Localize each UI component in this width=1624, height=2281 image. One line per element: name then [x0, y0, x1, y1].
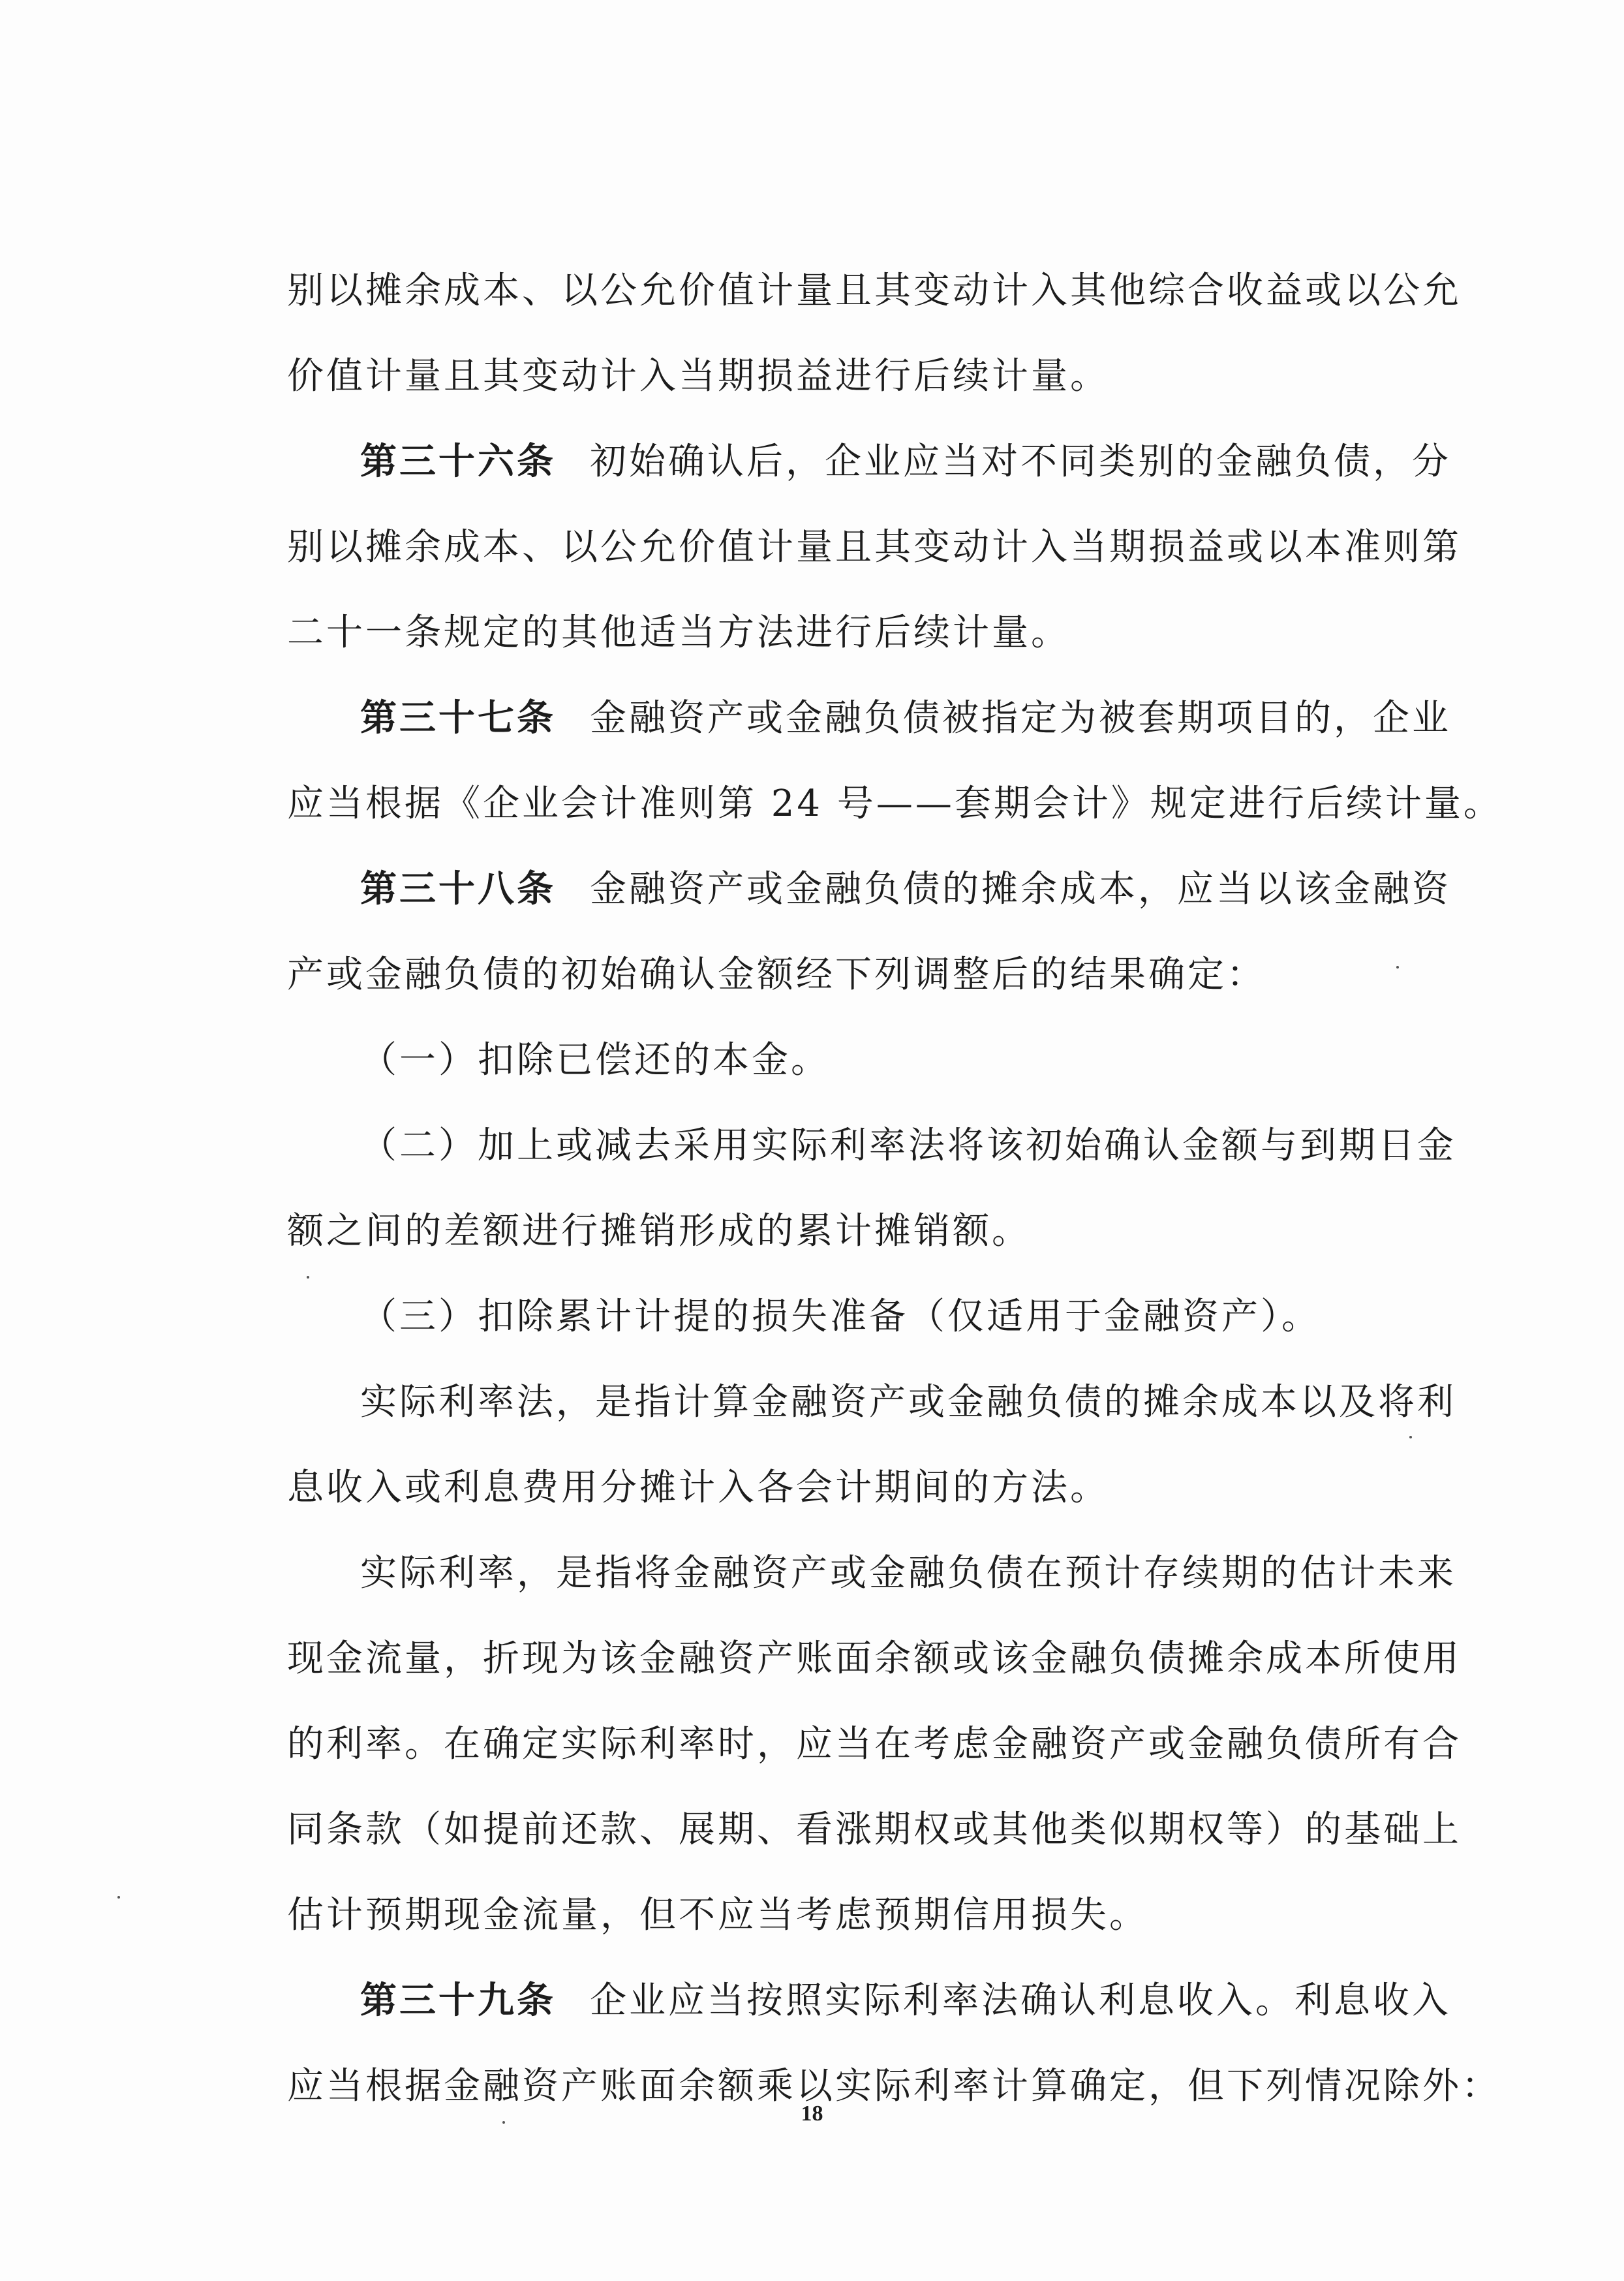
- scan-speck: [1409, 1436, 1412, 1438]
- text-line: 应当根据金融资产账面余额乘以实际利率计算确定，但下列情况除外：: [287, 2065, 1501, 2107]
- text-line: 别以摊余成本、以公允价值计量且其变动计入当期损益或以本准则第: [287, 526, 1462, 568]
- article-38-line: [287, 846, 1451, 932]
- list-item-2: （二）加上或减去采用实际利率法将该初始确认金额与到期日金: [360, 1125, 1456, 1167]
- article-36-label: 第三十六条: [360, 440, 556, 483]
- list-item-3: （三）扣除累计计提的损失准备（仅适用于金融资产）。: [360, 1296, 1321, 1338]
- text-line: 二十一条规定的其他适当方法进行后续计量。: [287, 612, 1070, 654]
- article-38-label: 第三十八条: [360, 867, 556, 910]
- article-36-line: [287, 419, 1451, 504]
- text-line: 的利率。在确定实际利率时，应当在考虑金融资产或金融负债所有合: [287, 1723, 1462, 1765]
- text-line: 同条款（如提前还款、展期、看涨期权或其他类似期权等）的基础上: [287, 1808, 1462, 1851]
- text-line: 应当根据《企业会计准则第 24 号——套期会计》规定进行后续计量。: [287, 783, 1503, 825]
- body-text: [287, 248, 1503, 2129]
- article-37-label: 第三十七条: [360, 696, 556, 739]
- article-37-text: 金融资产或金融负债被指定为被套期项目的，企业: [590, 697, 1451, 739]
- text-line: 估计预期现金流量，但不应当考虑预期信用损失。: [287, 1894, 1148, 1936]
- text-line: 别以摊余成本、以公允价值计量且其变动计入其他综合收益或以公允: [287, 270, 1462, 312]
- article-39-label: 第三十九条: [360, 1979, 556, 2022]
- page-number: 18: [801, 2102, 823, 2126]
- text-line: 现金流量，折现为该金融资产账面余额或该金融负债摊余成本所使用: [287, 1637, 1462, 1680]
- text-line: 产或金融负债的初始确认金额经下列调整后的结果确定：: [287, 954, 1266, 996]
- text-line: 息收入或利息费用分摊计入各会计期间的方法。: [287, 1466, 1109, 1509]
- scan-speck: [117, 1896, 120, 1899]
- definition-paragraph: 实际利率，是指将金融资产或金融负债在预计存续期的估计未来: [360, 1552, 1456, 1594]
- definition-paragraph: 实际利率法，是指计算金融资产或金融负债的摊余成本以及将利: [360, 1381, 1456, 1423]
- text-line: 额之间的差额进行摊销形成的累计摊销额。: [287, 1210, 1031, 1252]
- text-line: 价值计量且其变动计入当期损益进行后续计量。: [287, 355, 1109, 397]
- scan-speck: [307, 1276, 309, 1279]
- article-37-line: [287, 675, 1451, 761]
- article-38-text: 金融资产或金融负债的摊余成本，应当以该金融资: [590, 868, 1451, 910]
- article-39-text: 企业应当按照实际利率法确认利息收入。利息收入: [590, 1979, 1451, 2022]
- article-36-text: 初始确认后，企业应当对不同类别的金融负债，分: [590, 441, 1451, 483]
- scan-speck: [502, 2121, 505, 2124]
- article-39-line: [287, 1958, 1451, 2043]
- list-item-1: （一）扣除已偿还的本金。: [360, 1039, 830, 1081]
- scan-speck: [1396, 966, 1399, 969]
